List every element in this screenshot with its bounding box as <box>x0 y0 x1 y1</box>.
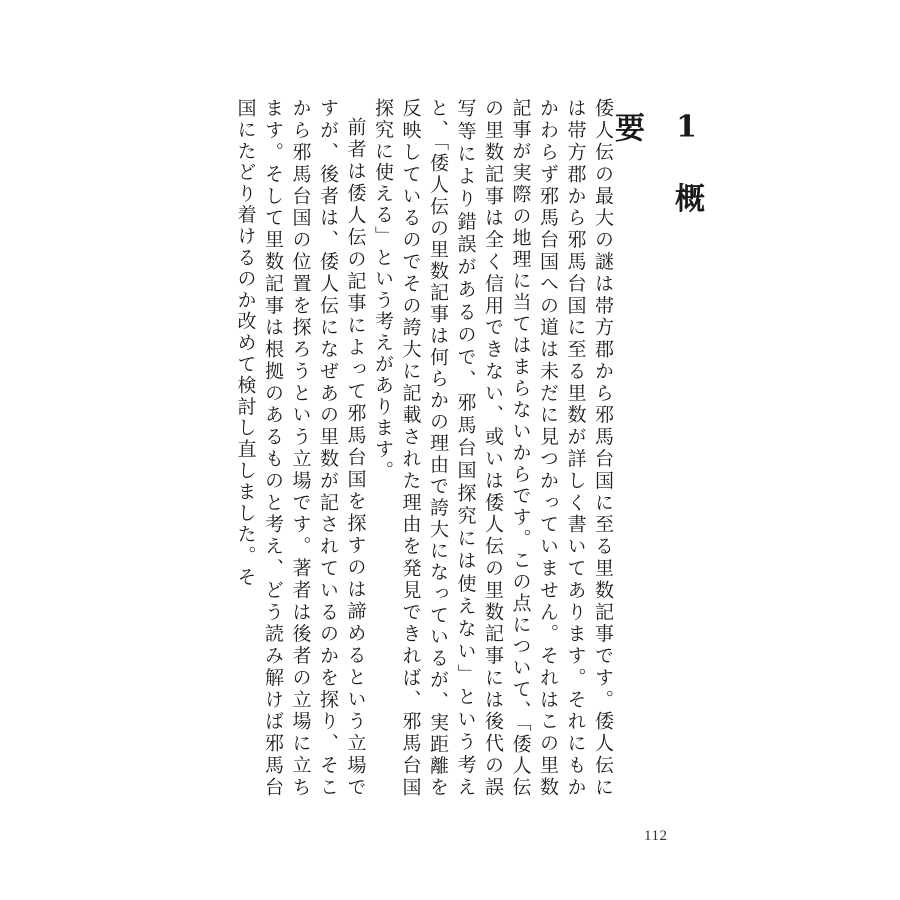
section-number: 1 <box>676 112 697 142</box>
paragraph-1: 倭人伝の最大の謎は帯方郡から邪馬台国に至る里数記事です。倭人伝には帯方郡から邪馬台国に至る里数が詳しく書いてあります。それにもかかわらず邪馬台国への道は未だに見つかっていません。それはこの里数記事が実際の地理に当てはまらないからです。この点について、「倭人伝の里数記事は全く信用できない、或いは倭人伝の里数記事には後代の誤写等により錯誤があるので、邪馬台国探究には使えない」という考えと、「倭人伝の里数記事は何らかの理由で誇大になっているが、実距離を反映しているのでその誇大に記載された理由を発見できれば、邪馬台国探究に使える」という考えがあります。 <box>372 98 614 798</box>
body-text <box>226 98 616 798</box>
page-number: 112 <box>644 828 668 844</box>
section-title: 概要 <box>609 112 704 215</box>
section-heading <box>609 112 716 222</box>
paragraph-2: 前者は倭人伝の記事によって邪馬台国を探すのは諦めるという立場ですが、後者は、倭人伝になぜあの里数が記されているのかを探り、そこから邪馬台国の位置を探ろうという立場です。著者は後者の立場に立ちます。そして里数記事は根拠のあるものと考え、どう読み解けば邪馬台国にたどり着けるのか改めて検討し直しました。そ <box>234 98 367 798</box>
